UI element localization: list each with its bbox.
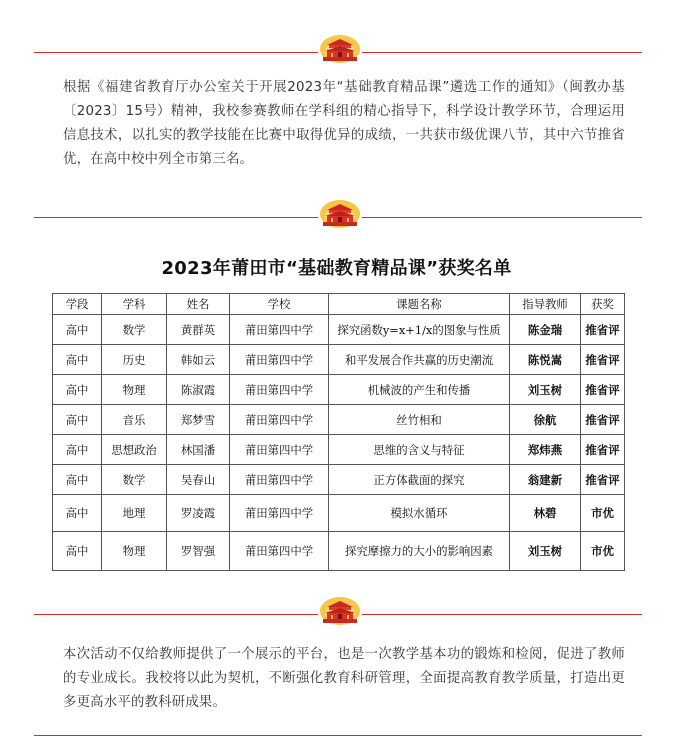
table-cell: 莆田第四中学 [230, 532, 329, 571]
table-cell: 推省评 [581, 315, 625, 345]
table-cell: 地理 [102, 495, 167, 532]
table-cell: 音乐 [102, 405, 167, 435]
table-cell: 市优 [581, 495, 625, 532]
table-cell: 探究函数y=x+1/x的图象与性质 [329, 315, 510, 345]
section-divider [34, 31, 642, 65]
table-row [53, 435, 625, 465]
table-cell: 高中 [53, 435, 102, 465]
table-cell: 韩如云 [167, 345, 230, 375]
table-cell: 莆田第四中学 [230, 465, 329, 495]
table-title: 2023年莆田市“基础教育精品课”获奖名单 [161, 258, 512, 279]
table-cell: 黄群英 [167, 315, 230, 345]
table-cell: 林国潘 [167, 435, 230, 465]
section-divider [34, 714, 642, 748]
table-cell: 推省评 [581, 345, 625, 375]
intro-paragraph: 根据《福建省教育厅办公室关于开展2023年“基础教育精品课”遴选工作的通知》（闽教办基〔2023〕15号）精神，我校参赛教师在学科组的精心指导下，科学设计教学环节，合理运用信息技术，以扎实的教学技能在比赛中取得优异的成绩，一共获市级优课八节，其中六节推省优，在高中校中列全市第三名。 [63, 80, 625, 167]
table-cell: 高中 [53, 315, 102, 345]
column-header: 学校 [230, 294, 329, 315]
tiananmen-emblem-icon [318, 196, 362, 230]
table-cell: 徐航 [510, 405, 581, 435]
table-row [53, 465, 625, 495]
table-cell: 翁建新 [510, 465, 581, 495]
table-cell: 陈淑霞 [167, 375, 230, 405]
table-cell: 推省评 [581, 375, 625, 405]
table-cell: 和平发展合作共赢的历史潮流 [329, 345, 510, 375]
table-cell: 莆田第四中学 [230, 315, 329, 345]
table-cell: 刘玉树 [510, 375, 581, 405]
table-cell: 莆田第四中学 [230, 405, 329, 435]
table-cell: 物理 [102, 532, 167, 571]
table-cell: 高中 [53, 532, 102, 571]
table-cell: 数学 [102, 315, 167, 345]
table-cell: 物理 [102, 375, 167, 405]
table-cell: 郑炜燕 [510, 435, 581, 465]
divider-line [34, 735, 642, 736]
table-cell: 丝竹相和 [329, 405, 510, 435]
table-cell: 高中 [53, 495, 102, 532]
table-row [53, 532, 625, 571]
column-header: 指导教师 [510, 294, 581, 315]
table-cell: 推省评 [581, 465, 625, 495]
section-divider [34, 196, 642, 230]
closing-paragraph: 本次活动不仅给教师提供了一个展示的平台，也是一次教学基本功的锻炼和检阅，促进了教师的专业成长。我校将以此为契机，不断强化教育科研管理，全面提高教育教学质量，打造出更多更高水平的教科研成果。 [63, 647, 625, 710]
column-header: 学段 [53, 294, 102, 315]
table-cell: 探究摩擦力的大小的影响因素 [329, 532, 510, 571]
column-header: 获奖 [581, 294, 625, 315]
table-cell: 莆田第四中学 [230, 435, 329, 465]
table-row [53, 375, 625, 405]
tiananmen-emblem-icon [318, 31, 362, 65]
table-cell: 莆田第四中学 [230, 345, 329, 375]
table-cell: 数学 [102, 465, 167, 495]
table-row [53, 345, 625, 375]
table-cell: 历史 [102, 345, 167, 375]
section-divider [34, 593, 642, 627]
tiananmen-emblem-icon [318, 593, 362, 627]
table-row [53, 405, 625, 435]
table-cell: 罗智强 [167, 532, 230, 571]
column-header: 姓名 [167, 294, 230, 315]
table-cell: 高中 [53, 405, 102, 435]
table-cell: 高中 [53, 375, 102, 405]
table-cell: 思维的含义与特征 [329, 435, 510, 465]
table-cell: 郑梦雪 [167, 405, 230, 435]
table-cell: 模拟水循环 [329, 495, 510, 532]
table-cell: 陈悦嵩 [510, 345, 581, 375]
table-cell: 思想政治 [102, 435, 167, 465]
table-cell: 推省评 [581, 405, 625, 435]
table-cell: 陈金瑞 [510, 315, 581, 345]
table-row [53, 315, 625, 345]
table-cell: 市优 [581, 532, 625, 571]
awards-table [52, 293, 625, 571]
table-header-row [53, 294, 625, 315]
table-cell: 吴春山 [167, 465, 230, 495]
table-cell: 机械波的产生和传播 [329, 375, 510, 405]
table-cell: 林碧 [510, 495, 581, 532]
table-cell: 推省评 [581, 435, 625, 465]
table-cell: 高中 [53, 345, 102, 375]
column-header: 课题名称 [329, 294, 510, 315]
table-cell: 高中 [53, 465, 102, 495]
table-cell: 莆田第四中学 [230, 375, 329, 405]
table-cell: 刘玉树 [510, 532, 581, 571]
column-header: 学科 [102, 294, 167, 315]
table-cell: 正方体截面的探究 [329, 465, 510, 495]
table-cell: 莆田第四中学 [230, 495, 329, 532]
table-cell: 罗凌霞 [167, 495, 230, 532]
table-row [53, 495, 625, 532]
